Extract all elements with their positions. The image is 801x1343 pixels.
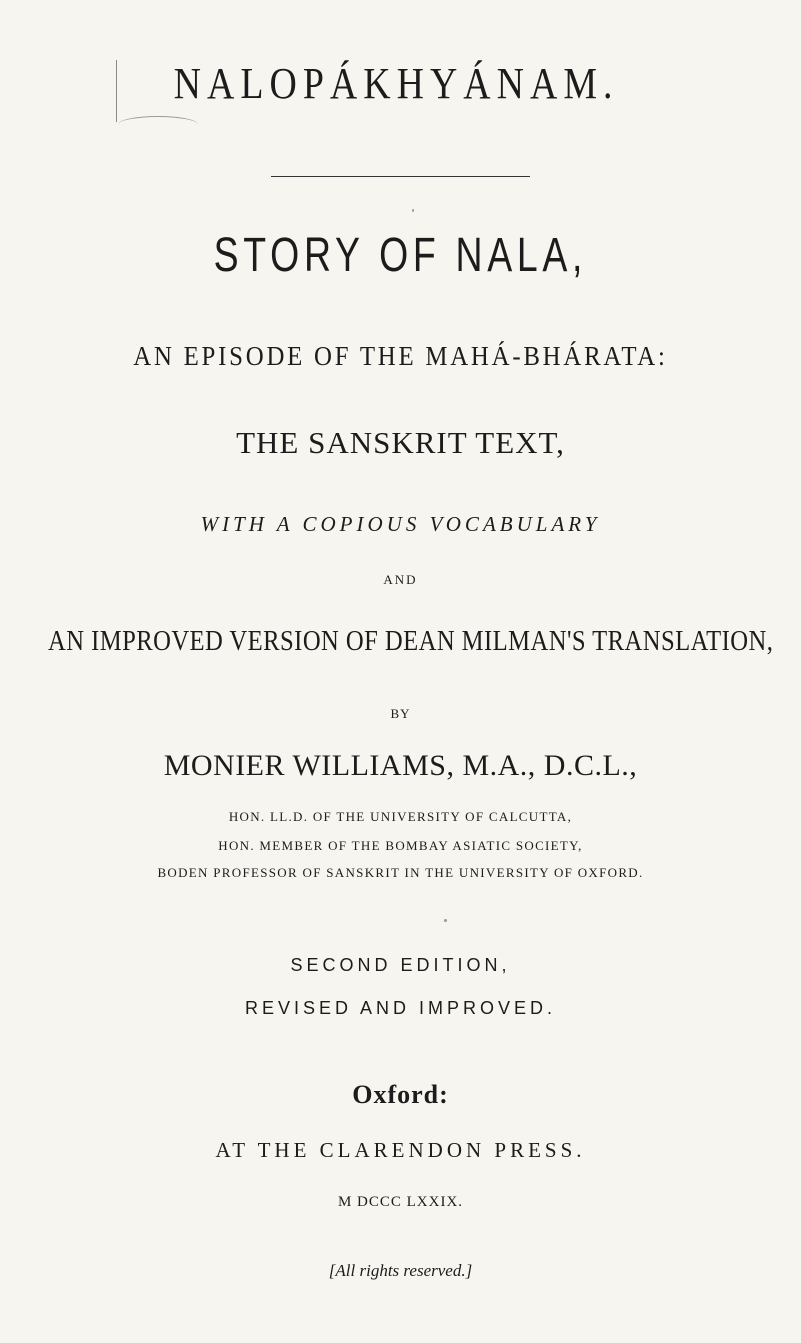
translation-line: AN IMPROVED VERSION OF DEAN MILMAN'S TRANSLATION, (48, 626, 774, 657)
episode-line: AN EPISODE OF THE MAHÁ-BHÁRATA: (133, 341, 668, 371)
title-rule (271, 176, 530, 177)
author-name: MONIER WILLIAMS, M.A., D.C.L., (163, 749, 638, 782)
pencil-curve-mark (118, 116, 198, 133)
author-credential: HON. LL.D. OF THE UNIVERSITY OF CALCUTTA, (228, 809, 573, 824)
rights-notice: [All rights reserved.] (328, 1261, 473, 1280)
book-title: NALOPÁKHYÁNAM. (173, 59, 619, 108)
edition-line: SECOND EDITION, (290, 955, 511, 975)
sanskrit-text-line: THE SANSKRIT TEXT, (236, 425, 565, 460)
paper-speck (412, 209, 414, 212)
vocabulary-line: WITH A COPIOUS VOCABULARY (200, 512, 601, 536)
book-subtitle: STORY OF NALA, (213, 229, 588, 282)
paper-speck (444, 919, 447, 922)
by-line: BY (390, 706, 411, 721)
and-line: AND (383, 572, 418, 587)
edition-line: REVISED AND IMPROVED. (244, 998, 557, 1018)
imprint-year: M DCCC LXXIX. (337, 1194, 464, 1210)
imprint-place: Oxford: (352, 1080, 449, 1109)
author-credential: HON. MEMBER OF THE BOMBAY ASIATIC SOCIETY, (218, 838, 583, 853)
imprint-press: AT THE CLARENDON PRESS. (215, 1138, 586, 1162)
author-credential: BODEN PROFESSOR OF SANSKRIT IN THE UNIVERSITY OF OXFORD. (157, 865, 644, 880)
